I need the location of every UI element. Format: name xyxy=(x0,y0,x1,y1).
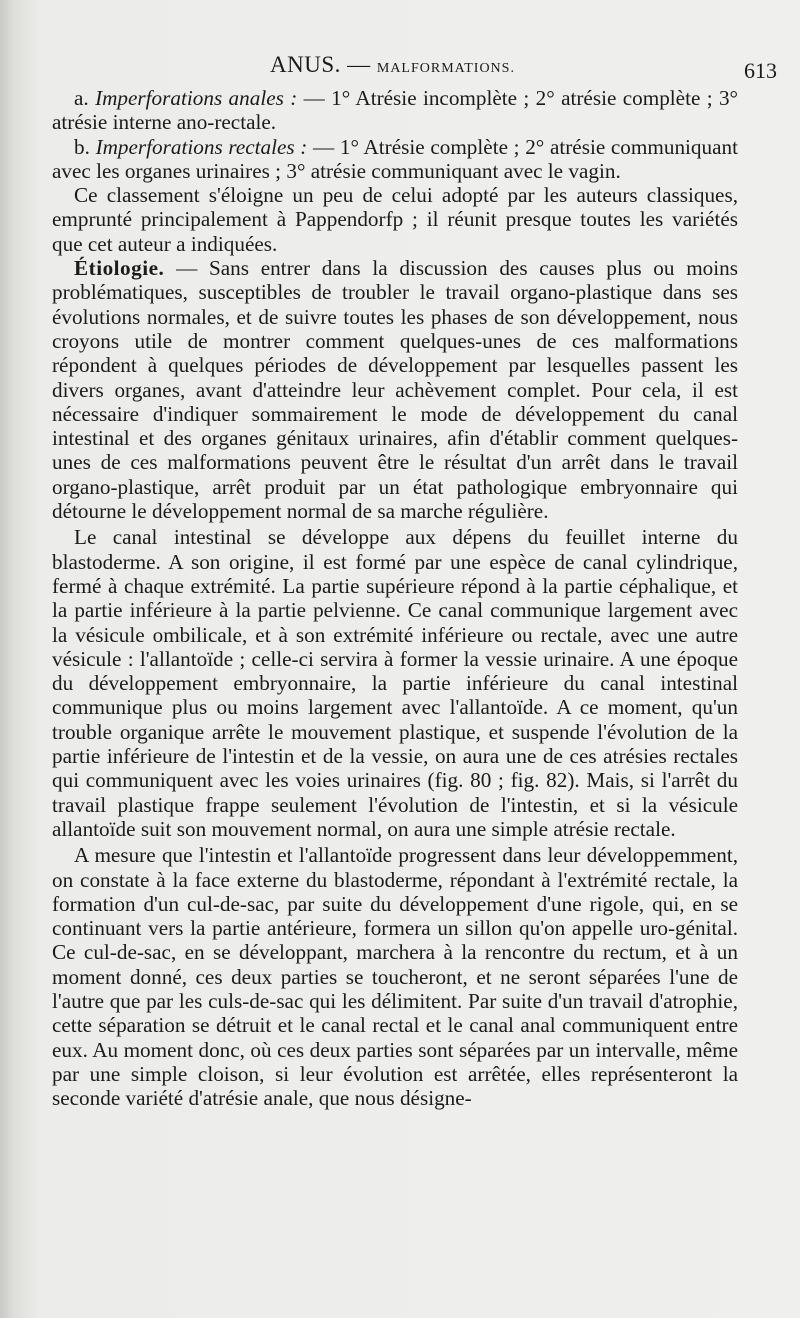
paragraph-classement: Ce classement s'éloigne un peu de celui adopté par les auteurs classiques, emprunté principalement à Pappendorfp ; il réunit presque toutes les variétés que cet auteur a indiquées. xyxy=(52,183,738,256)
item-label: b. xyxy=(74,134,90,159)
item-text: — 1° Atrésie complète ; 2° atrésie communiquant avec les organes urinaires ; 3° atrésie communiquant avec le vagin. xyxy=(52,134,739,183)
paragraph-etiologie xyxy=(52,256,738,523)
paragraph-imperforations-anales xyxy=(52,86,738,135)
title-small-caps: MALFORMATIONS. xyxy=(376,61,515,76)
running-header xyxy=(0,52,800,86)
paragraph-imperforations-rectales xyxy=(52,135,738,184)
item-label: a. xyxy=(74,86,89,110)
item-heading: Imperforations anales : xyxy=(95,86,298,110)
paragraph-text: — Sans entrer dans la discussion des causes plus ou moins problématiques, susceptibles de troubler le travail organo-plastique dans ses évolutions normales, et de suivre toutes les phases de son développement, nous croyons utile de montrer comment quelques-unes de ces malformations répondent à quelques périodes de développement par lesquelles passent les divers organes, avant d'atteindre leur achèvement complet. Pour cela, il est nécessaire d'indiquer sommairement le mode de développement du canal intestinal et des organes génitaux urinaires, afin d'établir comment quelques-unes de ces malformations peuvent être le résultat d'un arrêt dans le travail organo-plastique, arrêt produit par un état pathologique embryonnaire qui détourne le développement normal de sa marche régulière. xyxy=(52,256,738,524)
paragraph-canal-intestinal: Le canal intestinal se développe aux dépens du feuillet interne du blastoderme. A son origine, il est formé par une espèce de canal cylindrique, fermé à chaque extrémité. La partie supérieure répond à la partie céphalique, et la partie inférieure à la partie pelvienne. Ce canal communique largement avec la vésicule ombilicale, et à son extrémité inférieure ou rectale, avec une autre vésicule : l'allantoïde ; celle-ci servira à former la vessie urinaire. A une époque du développement embryonnaire, la partie inférieure du canal intestinal communique plus ou moins largement avec l'allantoïde. A ce moment, qu'un trouble organique arrête le mouvement plastique, et suspende l'évolution de la partie inférieure de l'intestin et de la vessie, on aura une de ces atrésies rectales qui communiquent avec les voies urinaires (fig. 80 ; fig. 82). Mais, si l'arrêt du travail plastique frappe seulement l'évolution de l'intestin, et si la vésicule allantoïde suit son mouvement normal, on aura une simple atrésie rectale. xyxy=(52,525,738,841)
running-title xyxy=(270,52,515,78)
section-heading: Étiologie. xyxy=(74,256,165,281)
item-text: — 1° Atrésie incomplète ; 2° atrésie complète ; 3° atrésie interne ano-rectale. xyxy=(52,86,739,135)
item-heading: Imperforations rectales : xyxy=(95,134,308,159)
paragraph-allantoide: A mesure que l'intestin et l'allantoïde progressent dans leur développemment, on constate à la face externe du blastoderme, répondant à l'extrémité rectale, la formation d'un cul-de-sac, par suite du développement d'une rigole, qui, en se continuant vers la partie antérieure, formera un sillon qu'on appelle uro-génital. Ce cul-de-sac, en se développant, marchera à la rencontre du rectum, et à un moment donné, ces deux parties se toucheront, et ne seront séparées l'une de l'autre que par les culs-de-sac qui les délimitent. Par suite d'un travail d'atrophie, cette séparation se détruit et le canal rectal et le canal anal communiquent entre eux. Au moment donc, où ces deux parties sont séparées par un intervalle, même par une simple cloison, si leur évolution est arrêtée, elles représenteront la seconde variété d'atrésie anale, que nous désigne- xyxy=(52,843,738,1111)
title-main: ANUS. — xyxy=(270,52,371,77)
body-text xyxy=(52,86,738,1110)
page-number: 613 xyxy=(744,58,777,83)
